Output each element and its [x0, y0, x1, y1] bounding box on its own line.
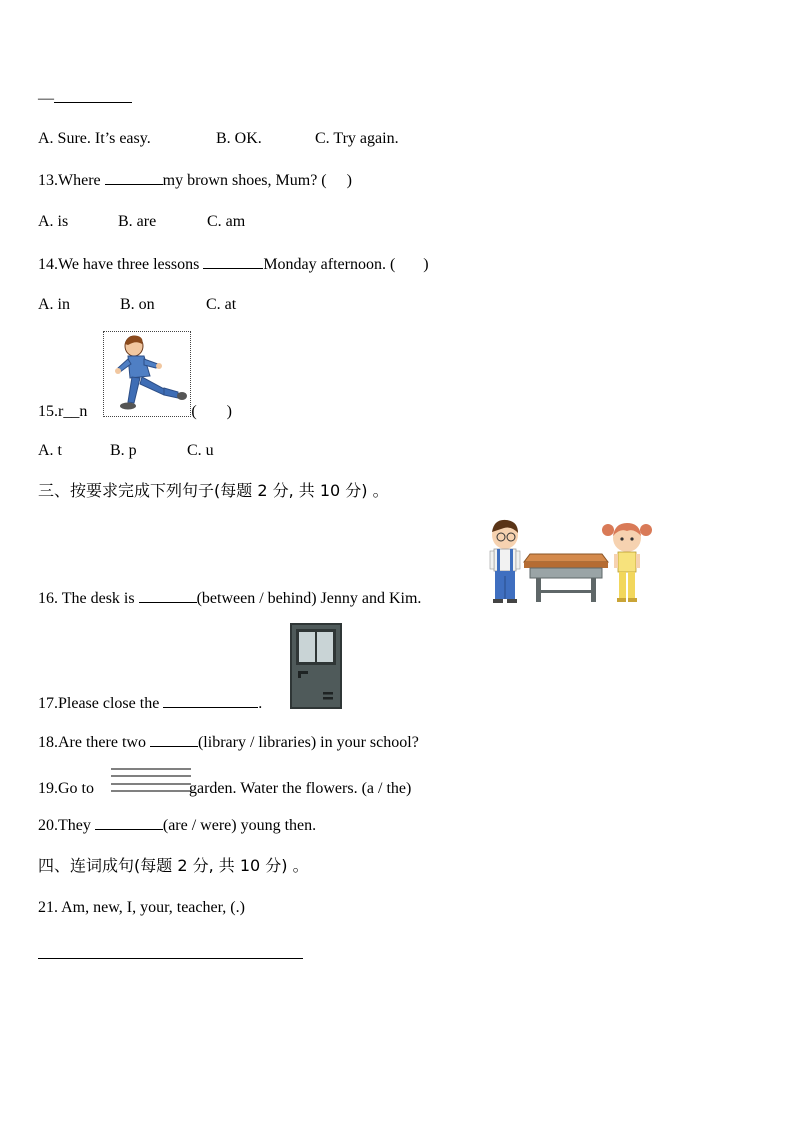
q19-question: [38, 779, 411, 799]
desk-figure: [524, 554, 608, 602]
q18-text-after: (library / libraries) in your school?: [197, 734, 419, 751]
q18-text-before: 18.Are there two: [38, 734, 150, 751]
q16-blank[interactable]: [139, 588, 197, 603]
q15-word: 15.r__n: [38, 403, 88, 420]
q20-text-after: (are / were) young then.: [162, 817, 317, 834]
q15-option-c[interactable]: C. u: [187, 442, 214, 459]
q19-text-after: garden. Water the flowers. (a / the): [189, 780, 412, 797]
q18-question: [38, 732, 419, 753]
q21-answer-line[interactable]: [38, 958, 303, 959]
q15-option-b[interactable]: B. p: [110, 442, 137, 459]
q12-option-b[interactable]: B. OK.: [216, 130, 262, 147]
q14-option-c[interactable]: C. at: [206, 296, 237, 313]
q12-option-a[interactable]: A. Sure. It’s easy.: [38, 130, 151, 147]
q20-question: [38, 815, 316, 836]
q15-open-paren: (: [191, 403, 197, 420]
q12-answer-line: [38, 88, 132, 109]
q19-text-before: 19.Go to: [38, 780, 98, 797]
q20-text-before: 20.They: [38, 817, 95, 834]
boy-figure: [490, 520, 520, 603]
q13-text-after: my brown shoes, Mum? (: [162, 172, 327, 189]
q16-question: [38, 588, 421, 609]
q17-blank[interactable]: [163, 693, 258, 708]
q15-option-a[interactable]: A. t: [38, 442, 62, 459]
q14-close-paren: ): [423, 256, 429, 273]
q12-option-c[interactable]: C. Try again.: [315, 130, 399, 147]
q12-options: [38, 129, 399, 149]
q13-close-paren: ): [346, 172, 352, 189]
q12-dash: —: [38, 90, 54, 107]
q17-text-before: 17.Please close the: [38, 695, 164, 712]
q14-text-before: 14.We have three lessons: [38, 256, 204, 273]
q14-text-after: Monday afternoon. (: [263, 256, 396, 273]
girl-figure: [602, 523, 652, 602]
q14-options: [38, 295, 236, 315]
q16-text-after: (between / behind) Jenny and Kim.: [196, 590, 422, 607]
q18-blank[interactable]: [150, 732, 198, 747]
q16-text-before: 16. The desk is: [38, 590, 139, 607]
q15-options: [38, 441, 214, 461]
q13-question: [38, 170, 352, 191]
q20-blank[interactable]: [95, 815, 163, 830]
q13-options: [38, 212, 245, 232]
q15-question: [38, 402, 232, 422]
q13-text-before: 13.Where: [38, 172, 105, 189]
q14-option-b[interactable]: B. on: [120, 296, 155, 313]
q12-blank[interactable]: [54, 88, 132, 103]
section-3-heading: 三、按要求完成下列句子(每题 2 分, 共 10 分) 。: [38, 481, 389, 500]
q17-text-after: .: [258, 695, 263, 712]
q14-option-a[interactable]: A. in: [38, 296, 70, 313]
q13-option-b[interactable]: B. are: [118, 213, 157, 230]
q13-option-a[interactable]: A. is: [38, 213, 69, 230]
q14-question: [38, 254, 429, 275]
door-icon: [290, 623, 342, 709]
q14-blank[interactable]: [203, 254, 263, 269]
boy-desk-girl-picture: [484, 518, 669, 606]
q15-close-paren: ): [226, 403, 232, 420]
section-4-heading: 四、连词成句(每题 2 分, 共 10 分) 。: [38, 856, 309, 875]
q13-option-c[interactable]: C. am: [207, 213, 246, 230]
q21-question: 21. Am, new, I, your, teacher, (.): [38, 899, 245, 916]
q13-blank[interactable]: [105, 170, 163, 185]
q17-question: [38, 693, 262, 714]
